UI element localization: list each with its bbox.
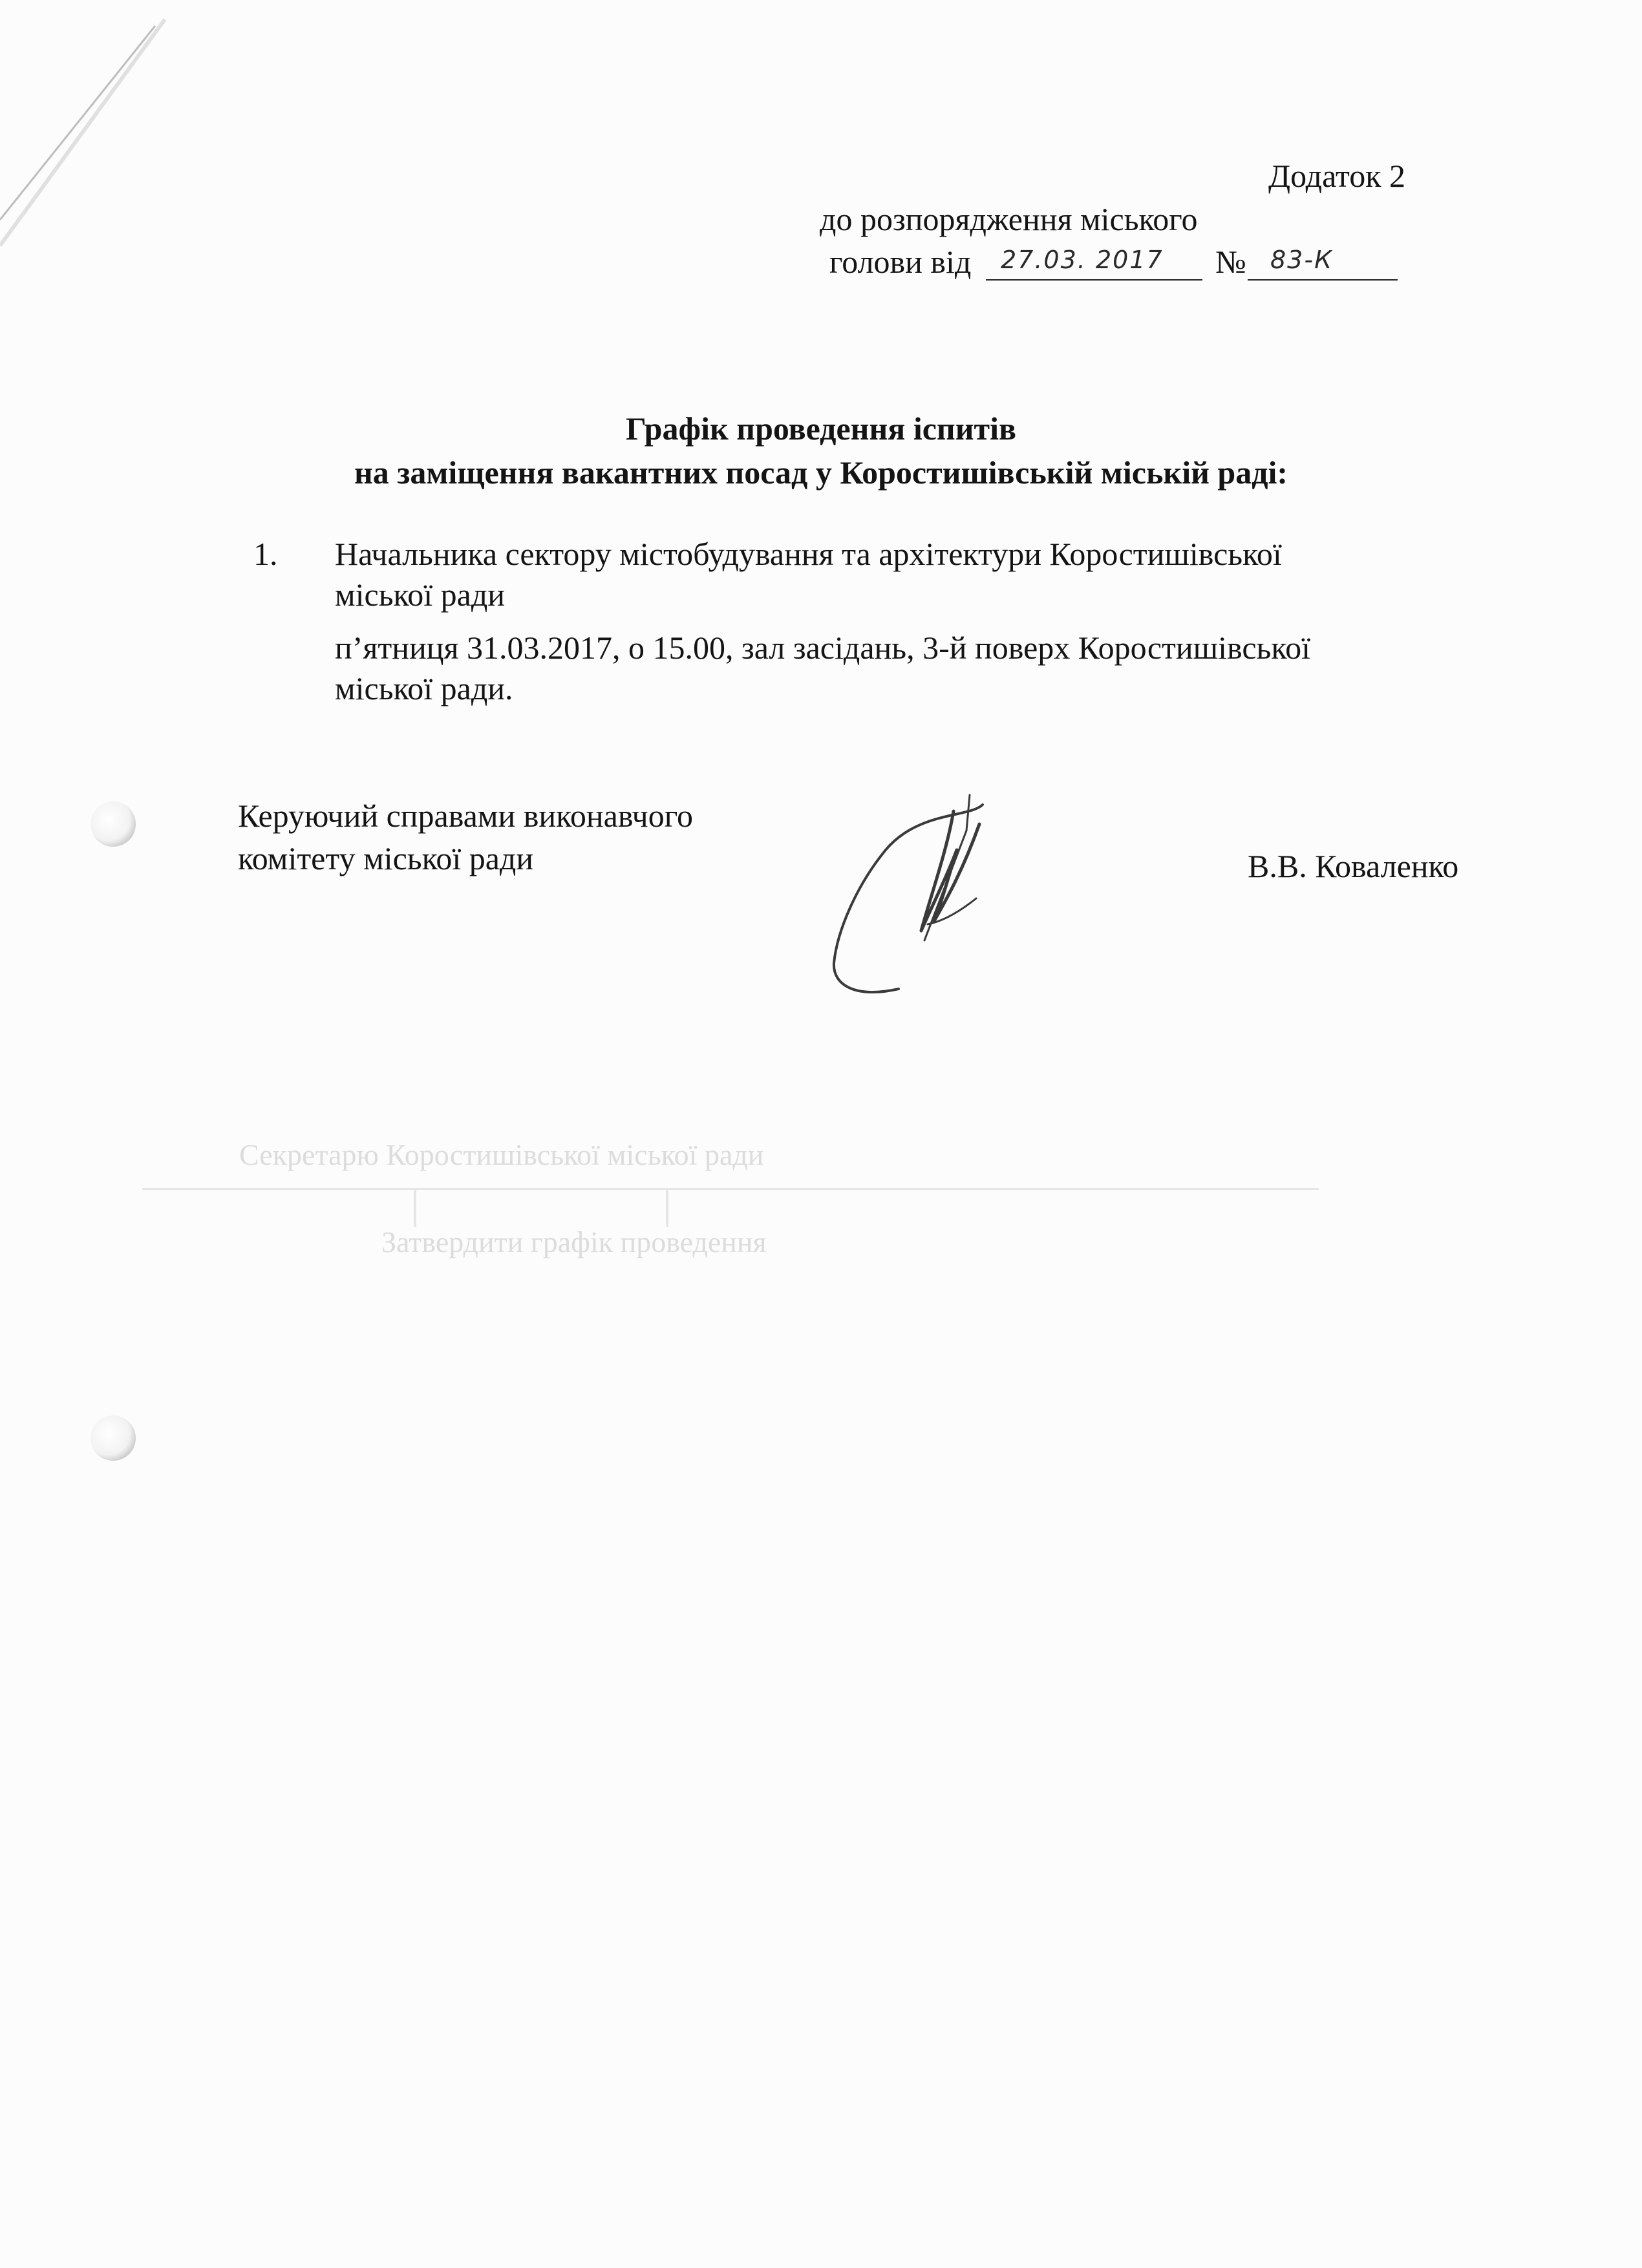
signatory-position-cont: комітету міської ради <box>238 840 534 876</box>
punch-hole <box>91 1415 136 1461</box>
bleed-through-text: Затвердити графік проведення <box>381 1225 767 1258</box>
scan-corner-artifact <box>0 0 194 259</box>
signatory-name: В.В. Коваленко <box>1248 848 1459 884</box>
number-sign: № <box>1215 244 1246 280</box>
bleed-through-rule <box>142 1188 1319 1190</box>
document-subtitle: на заміщення вакантних посад у Коростишівській міській раді: <box>354 454 1288 491</box>
bleed-through-rule <box>414 1188 416 1227</box>
date-underline <box>986 279 1202 281</box>
handwritten-date: 27.03. 2017 <box>1001 246 1164 274</box>
list-item-marker: 1. <box>253 536 278 572</box>
bleed-through-rule <box>666 1188 668 1227</box>
order-date-prefix: голови від <box>829 244 972 280</box>
appendix-label: Додаток 2 <box>1268 158 1405 194</box>
number-underline <box>1248 279 1398 281</box>
signature-icon <box>821 792 1021 1005</box>
order-reference-line: до розпорядження міського <box>820 201 1198 237</box>
document-title: Графік проведення іспитів <box>626 410 1016 447</box>
bleed-through-text: Секретарю Коростишівської міської ради <box>239 1138 764 1171</box>
list-item-schedule-cont: міської ради. <box>335 670 513 706</box>
list-item-position-cont: міської ради <box>335 577 506 613</box>
signatory-position: Керуючий справами виконавчого <box>238 798 693 834</box>
punch-hole <box>91 801 136 847</box>
list-item-position: Начальника сектору містобудування та архітектури Коростишівської <box>335 536 1282 572</box>
handwritten-number: 83-К <box>1270 246 1334 274</box>
list-item-schedule: п’ятниця 31.03.2017, о 15.00, зал засідань, 3-й поверх Коростишівської <box>335 630 1311 666</box>
